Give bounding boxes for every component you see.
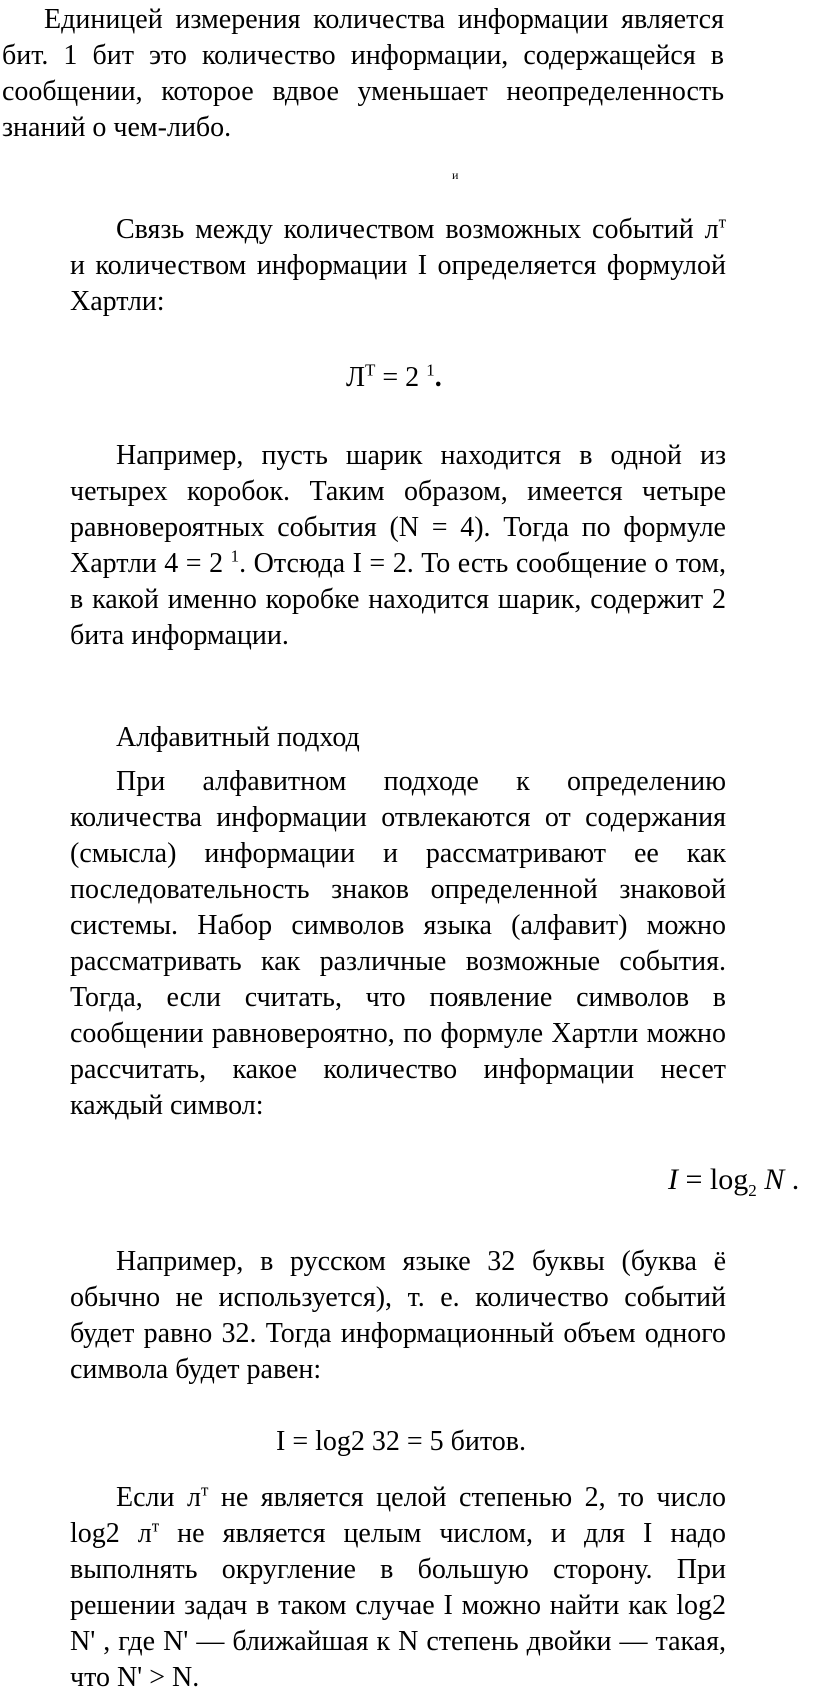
text-fragment: и количеством информации I определяется формулой Хартли: [70,250,726,317]
text-fragment: . Отсюда I = 2. То есть сообщение о том, в какой именно коробке находится шарик, содержит 2 бита информации. [70,548,726,651]
text-fragment: Если л [116,1482,201,1513]
log-formula [668,1162,799,1198]
formula-subscript: 2 [748,1181,757,1200]
superscript: т [718,212,726,232]
paragraph-russian-example: Например, в русском языке 32 буквы (буква ё обычно не используется), т. е. количество событий будет равно 32. Тогда информационный объем одного символа будет равен: [70,1246,726,1385]
section-heading: Алфавитный подход [116,722,360,753]
paragraph-hartley-intro [70,212,726,320]
paragraph-alphabet-approach: При алфавитном подходе к определению количества информации отвлекаются от содержания (смысла) информации и рассматривают ее как последовательность знаков определенной знаковой системы. Набор символов языка (алфавит) можно рассматривать как различные возможные события. Тогда, если считать, что появление символов в сообщении равновероятно, по формуле Хартли можно рассчитать, какое количество информации несет каждый символ: [70,766,726,1121]
stray-mark: и [452,168,459,182]
superscript: 1 [230,546,240,566]
formula-middle: = 2 [375,362,427,393]
hartley-formula [346,360,442,396]
formula-base: Л [346,362,365,393]
formula-superscript: Т [365,360,376,380]
text-fragment: не является целой степенью 2, то число log2 л [70,1482,726,1549]
superscript: т [200,1480,209,1500]
text-fragment: Связь между количеством возможных событий л [116,214,719,245]
formula-period: . [434,362,442,393]
paragraph-box-example [70,438,726,654]
text-fragment: Например, пусть шарик находится в одной из четырех коробок. Таким образом, имеется четыре равновероятных события (N = 4). Тогда по формуле Хартли 4 = 2 [70,440,726,579]
superscript: т [151,1516,160,1536]
formula-eq: = log [678,1163,749,1196]
text-fragment: не является целым числом, и для I надо выполнять округление в большую сторону. При решении задач в таком случае I можно найти как log2 N' , где N' — ближайшая к N степень двойки — такая, что N' > N. [70,1518,726,1693]
formula-rhs: N [756,1163,785,1196]
formula-lhs: I [668,1163,678,1196]
paragraph-bit-definition: Единицей измерения количества информации является бит. 1 бит это количество информации, содержащейся в сообщении, которое вдвое уменьшает неопределенность знаний о чем-либо. [2,4,724,143]
formula-end: . [784,1163,800,1196]
formula-exponent: 1 [426,360,435,380]
result-formula: I = log2 32 = 5 битов. [276,1426,527,1457]
paragraph-rounding [70,1480,726,1696]
